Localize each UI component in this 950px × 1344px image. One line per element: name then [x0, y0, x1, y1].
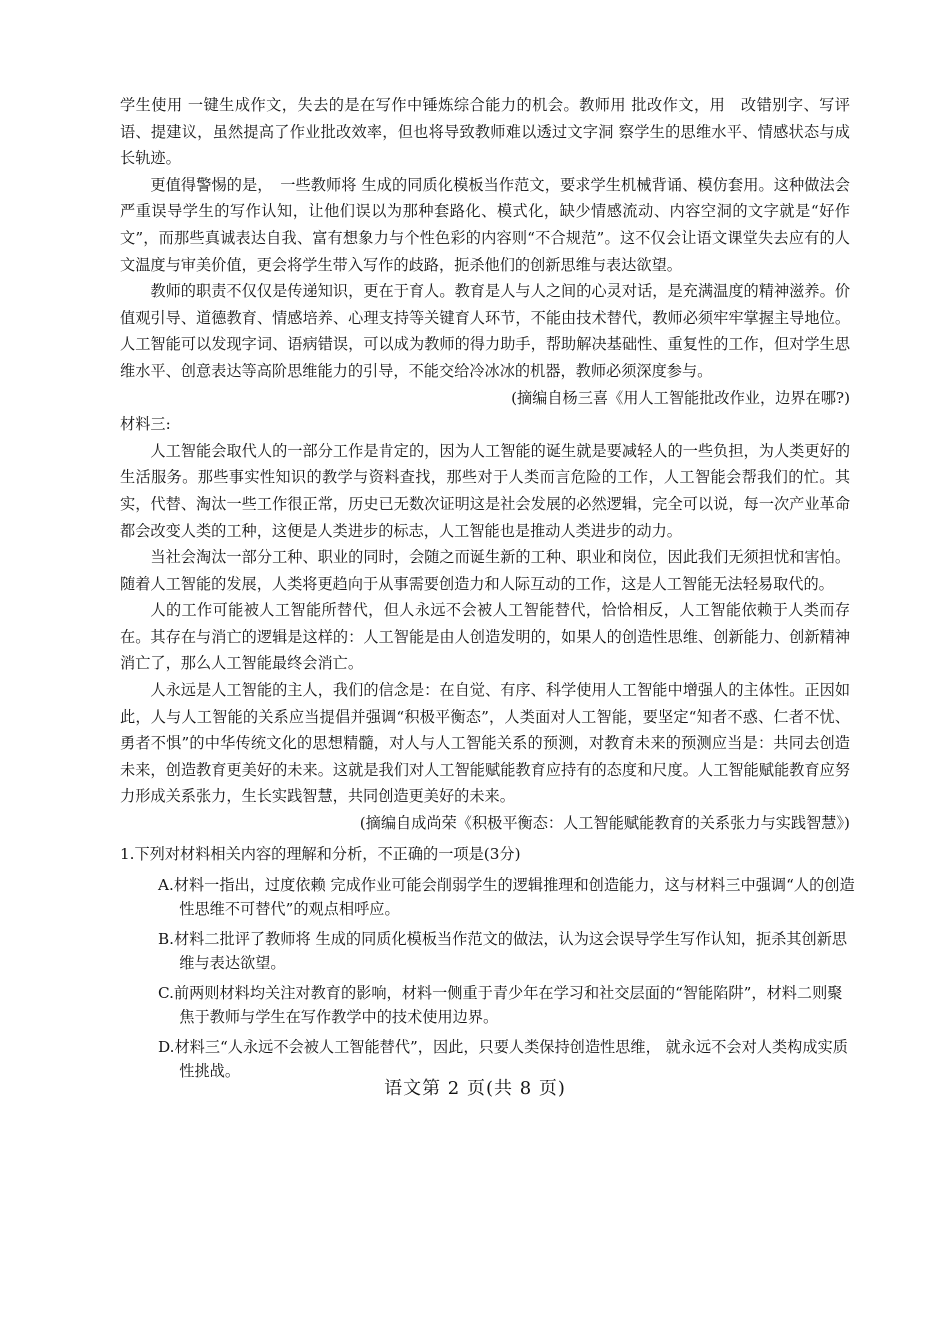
exam-page-body: [120, 92, 855, 1083]
material3-paragraph-1: 人工智能会取代人的一部分工作是肯定的，因为人工智能的诞生就是要减轻人的一些负担，为人类更好的生活服务。那些事实性知识的教学与资料查找，那些对于人类而言危险的工作，人工智能会帮我们的忙。其实，代替、淘汰一些工作很正常，历史已无数次证明这是社会发展的必然逻辑，完全可以说，每一次产业革命都会改变人类的工种，这便是人类进步的标志，人工智能也是推动人类进步的动力。: [120, 441, 850, 540]
material2-paragraph-3: 教师的职责不仅仅是传递知识，更在于育人。教育是人与人之间的心灵对话，是充满温度的精神滋养。价值观引导、道德教育、情感培养、心理支持等关键育人环节，不能由技术替代，教师必须牢牢掌握主导地位。人工智能可以发现字词、语病错误，可以成为教师的得力助手，帮助解决基础性、重复性的工作，但对学生思维水平、创意表达等高阶思维能力的引导，不能交给冷冰冰的机器，教师必须深度参与。: [120, 282, 850, 380]
question-1-option-b: B.材料二批评了教师将 生成的同质化模板当作范文的做法，认为这会误导学生写作认知，扼杀其创新思维与表达欲望。: [158, 930, 848, 973]
material2-paragraph-2: 更值得警惕的是， 一些教师将 生成的同质化模板当作范文，要求学生机械背诵、模仿套用。这种做法会严重误导学生的写作认知，让他们误以为那种套路化、模式化，缺少情感流动、内容空洞的文字就是“好作文”，而那些真诚表达自我、富有想象力与个性色彩的内容则“不合规范”。这不仅会让语文课堂失去应有的人文温度与审美价值，更会将学生带入写作的歧路，扼杀他们的创新思维与表达欲望。: [120, 175, 850, 274]
material2-source: (摘编自杨三喜《用人工智能批改作业，边界在哪?): [511, 388, 850, 407]
material3-source: (摘编自成尚荣《积极平衡态：人工智能赋能教育的关系张力与实践智慧》): [359, 814, 850, 833]
page-footer: 语文第 2 页(共 8 页): [384, 1078, 566, 1099]
question-1-option-d: D.材料三“人永远不会被人工智能替代”，因此，只要人类保持创造性思维， 就永远不会对人类构成实质性挑战。: [158, 1038, 848, 1081]
question-1-stem: 1.下列对材料相关内容的理解和分析，不正确的一项是(3分): [120, 844, 521, 863]
question-1-options: [120, 873, 855, 1083]
material3-paragraph-2: 当社会淘汰一部分工种、职业的同时，会随之而诞生新的工种、职业和岗位，因此我们无须担忧和害怕。随着人工智能的发展，人类将更趋向于从事需要创造力和人际互动的工作，这是人工智能无法轻易取代的。: [120, 548, 850, 593]
material3-paragraph-3: 人的工作可能被人工智能所替代，但人永远不会被人工智能替代，恰恰相反，人工智能依赖于人类而存在。其存在与消亡的逻辑是这样的：人工智能是由人创造发明的，如果人的创造性思维、创新能力、创新精神消亡了，那么人工智能最终会消亡。: [120, 601, 850, 673]
material3-paragraph-4: 人永远是人工智能的主人，我们的信念是：在自觉、有序、科学使用人工智能中增强人的主体性。正因如此，人与人工智能的关系应当提倡并强调“积极平衡态”，人类面对人工智能，要坚定“知者不惑、仁者不忧、勇者不惧”的中华传统文化的思想精髓，对人与人工智能关系的预测，对教育未来的预测应当是：共同去创造未来，创造教育更美好的未来。这就是我们对人工智能赋能教育应持有的态度和尺度。人工智能赋能教育应努力形成关系张力，生长实践智慧，共同创造更美好的未来。: [120, 681, 850, 806]
question-1-option-c: C.前两则材料均关注对教育的影响，材料一侧重于青少年在学习和社交层面的“智能陷阱”，材料二则聚焦于教师与学生在写作教学中的技术使用边界。: [158, 984, 843, 1027]
material3-heading: 材料三:: [120, 415, 171, 434]
material2-paragraph-1: 学生使用 一键生成作文，失去的是在写作中锤炼综合能力的机会。教师用 批改作文，用 改错别字、写评语、提建议，虽然提高了作业批改效率，但也将导致教师难以透过文字洞 察学生的思维水平、情感状态与成长轨迹。: [120, 96, 850, 168]
question-1-option-a: A.材料一指出，过度依赖 完成作业可能会削弱学生的逻辑推理和创造能力，这与材料三中强调“人的创造性思维不可替代”的观点相呼应。: [158, 876, 855, 919]
